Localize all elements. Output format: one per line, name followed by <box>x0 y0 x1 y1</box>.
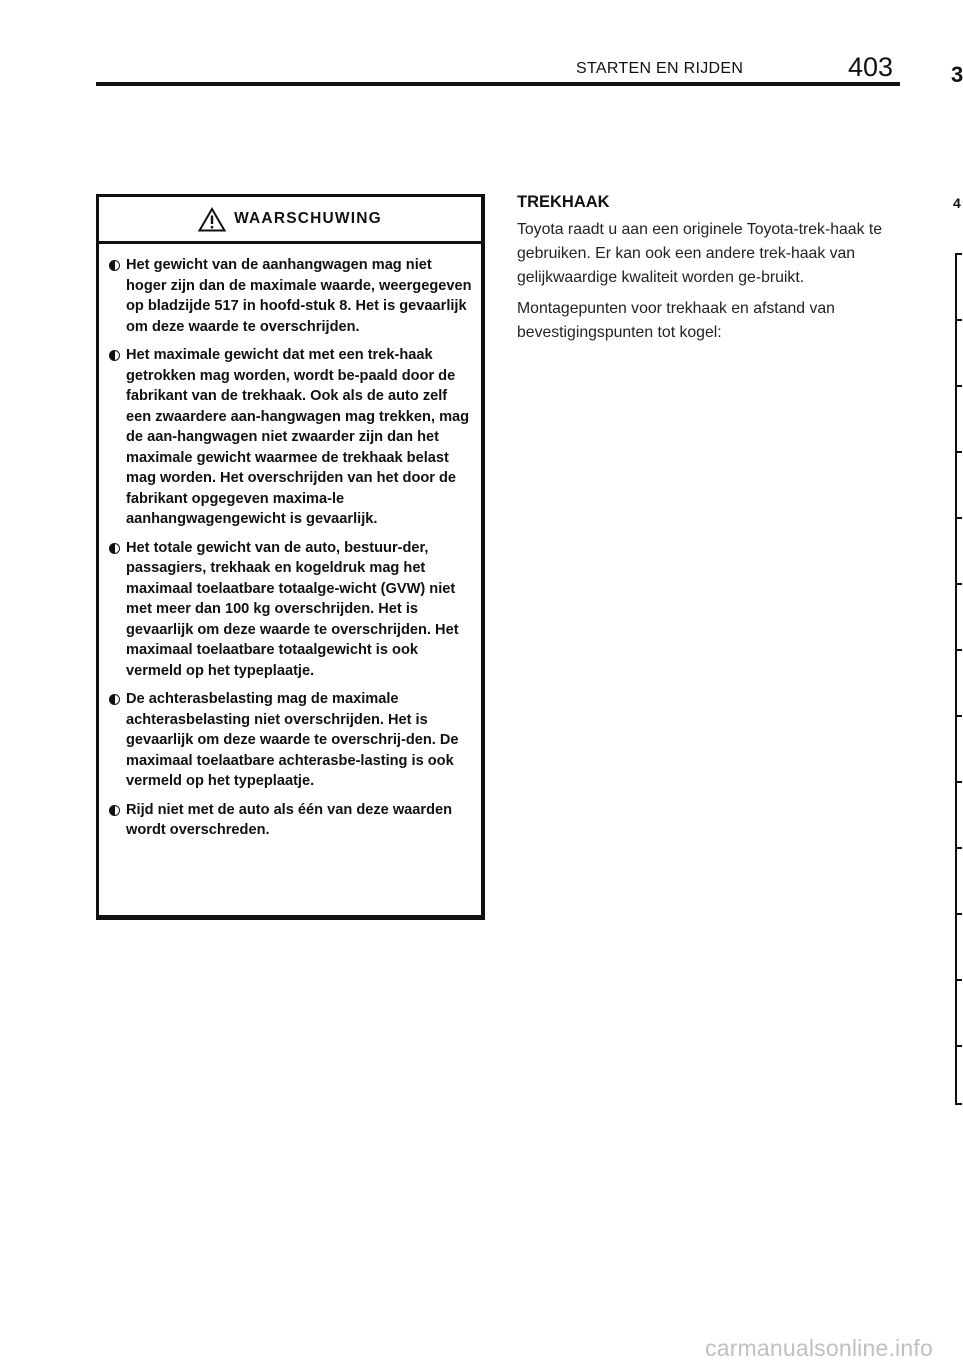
section-paragraph: Montagepunten voor trekhaak en afstand van bevestigingspunten tot kogel: <box>517 300 835 341</box>
warning-triangle-icon <box>198 207 226 232</box>
running-header-title: STARTEN EN RIJDEN <box>576 60 744 77</box>
warning-item-text: De achterasbelasting mag de maximale achterasbelasting niet overschrijden. Het is gevaarlijk om deze waarde te overschrij-den. De maximaal toelaatbare achterasbe-lasting is ook vermeld op het typeplaatje. <box>126 691 459 789</box>
warning-item <box>109 800 473 841</box>
warning-header <box>99 197 481 244</box>
bullet-icon <box>109 694 120 705</box>
bullet-icon <box>109 260 120 271</box>
bullet-icon <box>109 543 120 554</box>
chapter-edge-mark-secondary: 4 <box>953 195 961 211</box>
header-rule <box>96 82 900 86</box>
warning-item <box>109 255 473 337</box>
chapter-edge-mark: 3 <box>951 62 963 87</box>
warning-list <box>99 244 481 841</box>
warning-item-text: Het totale gewicht van de auto, bestuur-der, passagiers, trekhaak en kogeldruk mag het maximaal toelaatbare totaalge-wicht (GVW) niet met meer dan 100 kg overschrijden. Het is gevaarlijk om deze waarde te overschrijden. Het maximaal toelaatbare totaalgewicht is ook vermeld op het typeplaatje. <box>126 539 459 679</box>
warning-item-text: Rijd niet met de auto als één van deze waarden wordt overschreden. <box>126 801 453 838</box>
warning-item <box>109 689 473 792</box>
warning-item <box>109 538 473 682</box>
trekhaak-section <box>517 191 901 352</box>
chapter-thumb-tabs <box>955 253 962 1105</box>
warning-title: WAARSCHUWING <box>234 210 382 227</box>
section-paragraph: Toyota raadt u aan een originele Toyota-trek-haak te gebruiken. Er kan ook een andere trek-haak van gelijkwaardige kwaliteit worden ge-bruikt. <box>517 221 883 286</box>
section-heading: TREKHAAK <box>517 193 610 211</box>
warning-item-text: Het maximale gewicht dat met een trek-haak getrokken mag worden, wordt be-paald door de fabrikant van de trekhaak. Ook als de auto zelf een zwaardere aan-hangwagen mag trekken, mag de aan-hangwagen niet zwaarder zijn dan het maximale gewicht waarmee de trekhaak belast mag worden. Het overschrijden van het door de fabrikant opgegeven maxima-le aanhangwagengewicht is gevaarlijk. <box>126 347 470 527</box>
page-number: 403 <box>848 52 894 82</box>
bullet-icon <box>109 350 120 361</box>
warning-item-text: Het gewicht van de aanhangwagen mag niet hoger zijn dan de maximale waarde, weergegeven op bladzijde 517 in hoofd-stuk 8. Het is gevaarlijk om deze waarde te overschrijden. <box>126 257 472 335</box>
site-watermark: carmanualsonline.info <box>705 1335 933 1361</box>
warning-item <box>109 345 473 530</box>
warning-box <box>96 194 485 920</box>
bullet-icon <box>109 805 120 816</box>
